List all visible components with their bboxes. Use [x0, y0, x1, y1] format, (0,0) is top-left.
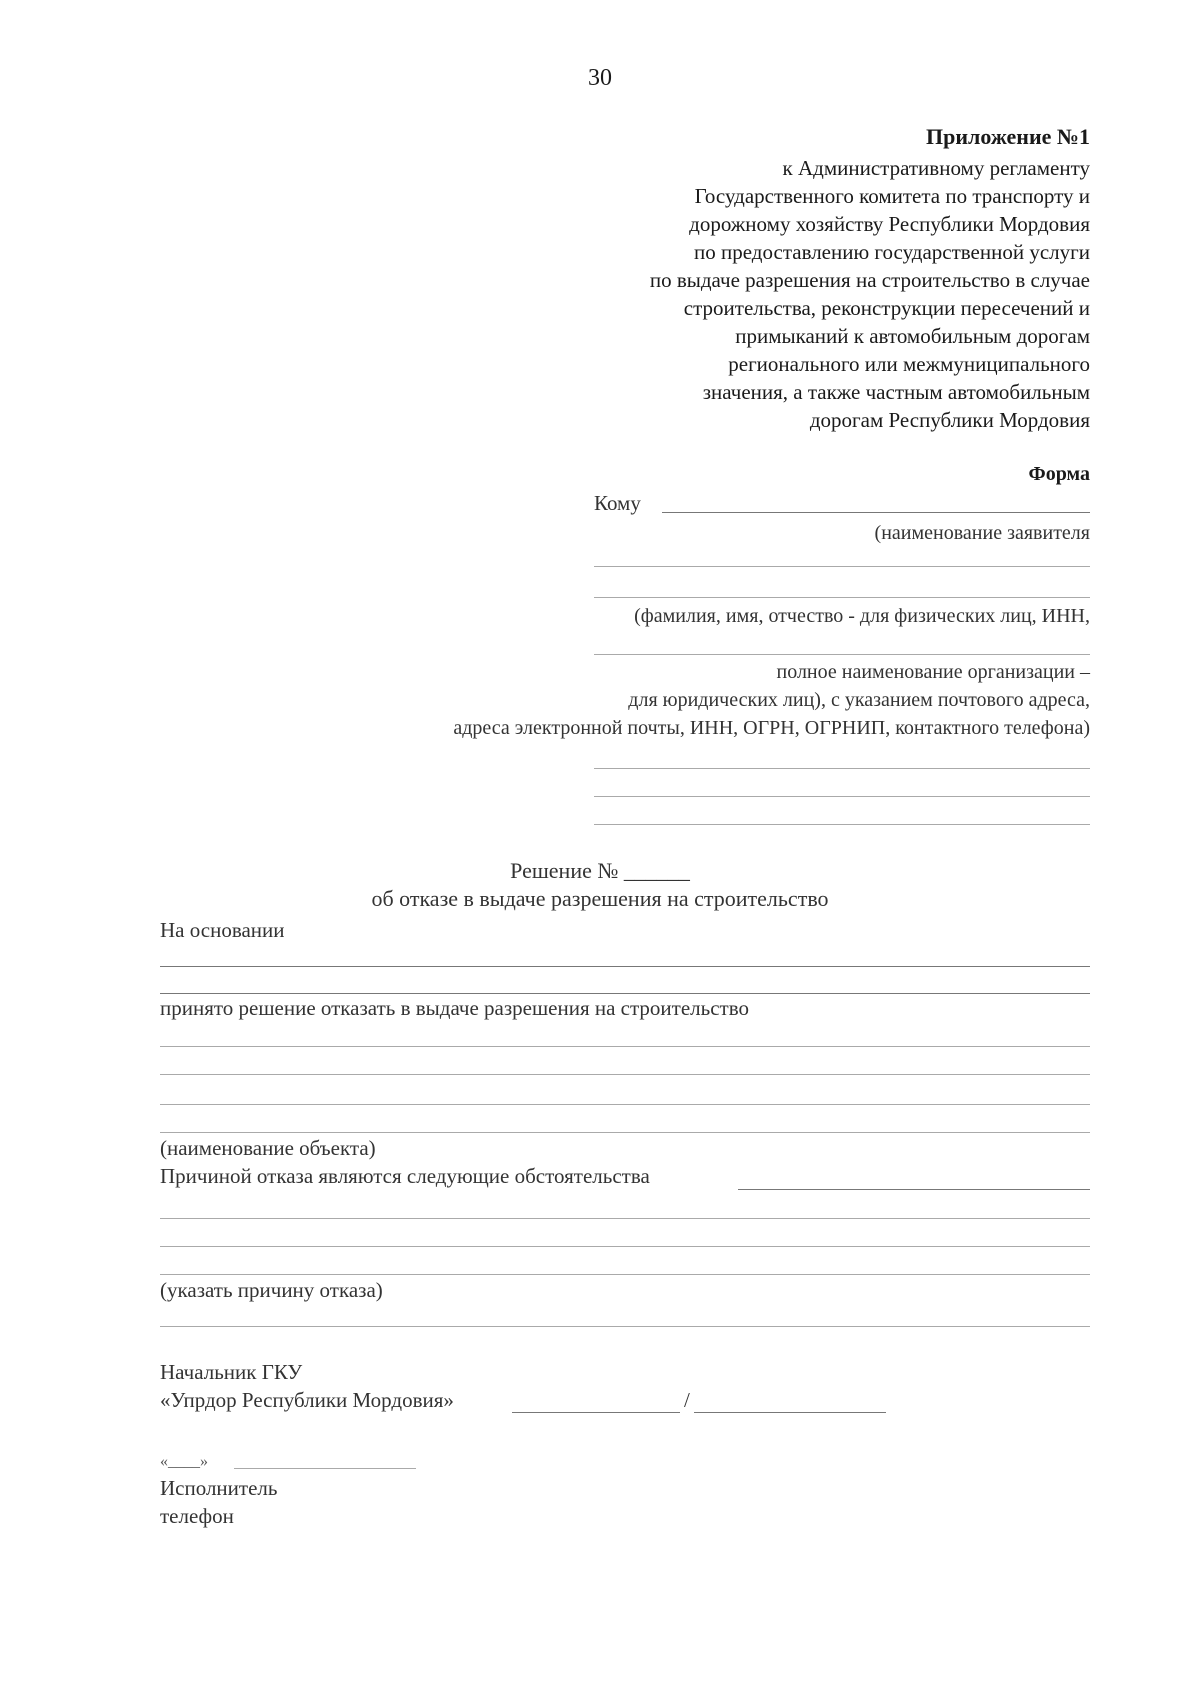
reason-line[interactable]	[160, 1274, 1090, 1275]
basis-label: На основании	[160, 918, 285, 942]
appendix-line: дорогам Республики Мордовия	[809, 408, 1090, 432]
appendix-description	[650, 154, 1090, 434]
reason-line[interactable]	[160, 1218, 1090, 1219]
reason-line[interactable]	[738, 1189, 1090, 1190]
object-line[interactable]	[160, 1132, 1090, 1133]
recipient-line[interactable]	[662, 512, 1090, 513]
object-line[interactable]	[160, 1074, 1090, 1075]
appendix-line: дорожному хозяйству Республики Мордовия	[689, 212, 1090, 236]
recipient-line[interactable]	[594, 597, 1090, 598]
decision-title: Решение № ______	[510, 858, 690, 883]
org-caption-line: адреса электронной почты, ИНН, ОГРН, ОГРНИП, контактного телефона)	[453, 717, 1090, 739]
fio-caption: (фамилия, имя, отчество - для физических лиц, ИНН,	[634, 605, 1090, 627]
appendix-line: примыканий к автомобильным дорогам	[735, 324, 1090, 348]
phone-label: телефон	[160, 1504, 234, 1528]
recipient-line[interactable]	[594, 824, 1090, 825]
decision-subtitle: об отказе в выдаче разрешения на строительство	[371, 886, 829, 911]
position-organization: «Упрдор Республики Мордовия»	[160, 1388, 454, 1412]
appendix-line: строительства, реконструкции пересечений и	[683, 296, 1090, 320]
signature-line[interactable]	[512, 1412, 680, 1413]
signature-separator: /	[684, 1388, 690, 1412]
appendix-line: к Административному регламенту	[782, 156, 1090, 180]
reason-line[interactable]	[160, 1326, 1090, 1327]
reason-caption: (указать причину отказа)	[160, 1278, 383, 1302]
form-label: Форма	[1028, 463, 1090, 485]
appendix-title: Приложение №1	[926, 124, 1090, 149]
recipient-line[interactable]	[594, 654, 1090, 655]
appendix-line: по предоставлению государственной услуги	[694, 240, 1090, 264]
appendix-line: Государственного комитета по транспорту и	[694, 184, 1090, 208]
date-line[interactable]	[234, 1468, 416, 1469]
to-label: Кому	[594, 491, 641, 515]
recipient-line[interactable]	[594, 566, 1090, 567]
org-caption-line: для юридических лиц), с указанием почтового адреса,	[628, 689, 1090, 711]
object-caption: (наименование объекта)	[160, 1136, 376, 1160]
position-title: Начальник ГКУ	[160, 1360, 303, 1384]
recipient-line[interactable]	[594, 796, 1090, 797]
page-number: 30	[588, 65, 612, 91]
object-line[interactable]	[160, 1046, 1090, 1047]
applicant-caption: (наименование заявителя	[874, 522, 1090, 544]
appendix-line: по выдаче разрешения на строительство в случае	[649, 268, 1090, 292]
reason-label: Причиной отказа являются следующие обстоятельства	[160, 1164, 650, 1188]
reason-line[interactable]	[160, 1246, 1090, 1247]
appendix-line: регионального или межмуниципального	[728, 352, 1090, 376]
org-caption-line: полное наименование организации –	[776, 661, 1090, 683]
name-line[interactable]	[694, 1412, 886, 1413]
executor-label: Исполнитель	[160, 1476, 278, 1500]
appendix-line: значения, а также частным автомобильным	[702, 380, 1090, 404]
object-line[interactable]	[160, 1104, 1090, 1105]
date-quotes: «____»	[160, 1453, 208, 1470]
recipient-line[interactable]	[594, 768, 1090, 769]
decision-text: принято решение отказать в выдаче разрешения на строительство	[160, 996, 749, 1020]
basis-line[interactable]	[160, 993, 1090, 994]
basis-line[interactable]	[160, 966, 1090, 967]
